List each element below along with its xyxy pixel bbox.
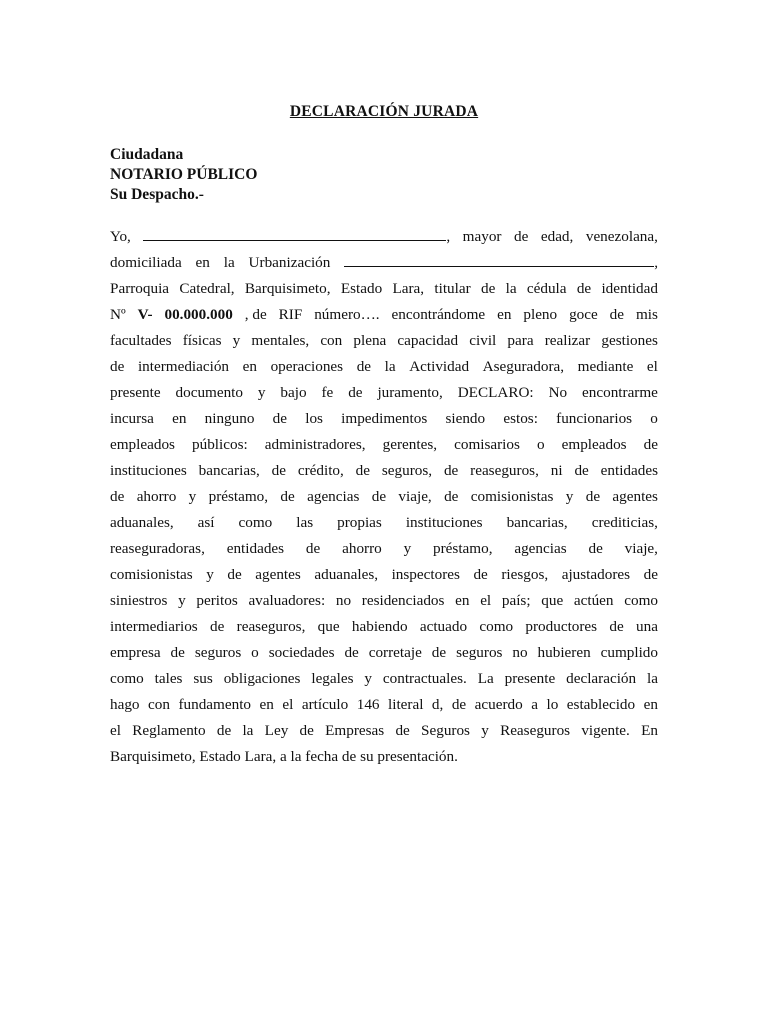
- body-word: seguros,: [381, 462, 433, 479]
- body-word: agentes: [612, 488, 658, 505]
- body-word: funcionarios: [556, 410, 633, 427]
- body-word: inspectores: [391, 566, 460, 583]
- body-word: con: [148, 696, 170, 713]
- name-comma: ,: [446, 228, 451, 245]
- body-word: y: [257, 384, 266, 401]
- cedula-number: 00.000.000: [164, 306, 233, 323]
- body-word: de: [480, 280, 496, 297]
- body-word: Empresas: [325, 722, 385, 739]
- body-word: civil: [469, 332, 497, 349]
- body-word: de: [110, 358, 125, 375]
- body-word: o: [650, 410, 658, 427]
- body-word: de: [588, 540, 603, 557]
- body-word: de: [355, 462, 371, 479]
- body-line-2: [110, 250, 658, 276]
- urbanizacion-comma: ,: [654, 254, 658, 271]
- body-word: y: [481, 722, 489, 739]
- body-word: la: [242, 722, 254, 739]
- body-word: en: [242, 358, 257, 375]
- body-word: RIF: [278, 306, 303, 323]
- body-word: Ley: [264, 722, 289, 739]
- body-word: d,: [431, 696, 444, 713]
- body-word: y: [565, 488, 574, 505]
- body-word: bancarias,: [506, 514, 568, 531]
- body-word: de: [576, 280, 592, 297]
- body-word: de: [609, 618, 624, 635]
- body-word: reaseguros,: [236, 618, 306, 635]
- body-word: Barquisimeto,: [244, 280, 331, 297]
- body-word: de: [299, 722, 314, 739]
- body-word: comisionistas: [110, 566, 193, 583]
- body-word: crediticias,: [591, 514, 658, 531]
- body-word: instituciones: [110, 462, 187, 479]
- body-word: de: [443, 462, 459, 479]
- body-line-4: [110, 302, 658, 328]
- body-word: incursa: [110, 410, 154, 427]
- name-blank-field[interactable]: [143, 225, 446, 241]
- body-word: identidad: [601, 280, 658, 297]
- body-word: impedimentos: [341, 410, 428, 427]
- body-word: físicas: [182, 332, 222, 349]
- body-word: préstamo,: [433, 540, 493, 557]
- body-word: empleados: [110, 436, 175, 453]
- body-line-12: [110, 510, 658, 536]
- body-word: la: [223, 254, 235, 271]
- document-title: DECLARACIÓN JURADA: [289, 103, 479, 120]
- body-word: estos:: [503, 410, 538, 427]
- body-word: goce: [569, 306, 598, 323]
- body-line-8: [110, 406, 658, 432]
- body-word: hago: [110, 696, 140, 713]
- body-line-21: Barquisimeto, Estado Lara, a la fecha de su presentación.: [110, 748, 458, 765]
- body-line-11: [110, 484, 658, 510]
- body-line-19: [110, 692, 658, 718]
- body-word: Seguros: [421, 722, 470, 739]
- body-word: como: [110, 670, 144, 687]
- body-word: DECLARO:: [457, 384, 534, 401]
- body-word: de: [272, 410, 287, 427]
- body-word: de: [609, 306, 625, 323]
- body-word: habiendo: [351, 618, 408, 635]
- body-line-20: [110, 718, 658, 744]
- body-word: plena: [353, 332, 387, 349]
- body-word: las: [296, 514, 314, 531]
- body-word: aduanales,: [110, 514, 174, 531]
- body-word: obligaciones: [223, 670, 301, 687]
- body-word: vigente.: [581, 722, 630, 739]
- body-word: préstamo,: [208, 488, 269, 505]
- body-word: ninguno: [204, 410, 255, 427]
- body-word: encontrándome: [391, 306, 486, 323]
- body-word: fundamento: [178, 696, 252, 713]
- yo-word: Yo,: [110, 228, 131, 245]
- addressee-line-1: Ciudadana: [110, 146, 184, 163]
- body-word: venezolana,: [585, 228, 658, 245]
- body-word: encontrarme: [582, 384, 658, 401]
- body-word: de: [444, 488, 459, 505]
- body-word: de: [395, 722, 410, 739]
- body-line-1: [110, 224, 658, 250]
- body-word: que: [541, 592, 564, 609]
- body-word: operaciones: [270, 358, 344, 375]
- body-word: ahorro: [136, 488, 177, 505]
- body-word: de: [431, 644, 447, 661]
- body-word: legales: [311, 670, 354, 687]
- urbanizacion-blank-field[interactable]: [344, 251, 654, 267]
- body-line-16: [110, 614, 658, 640]
- body-word: y: [403, 540, 412, 557]
- body-word: mayor: [462, 228, 502, 245]
- body-word: en: [259, 696, 274, 713]
- body-line-10: [110, 458, 658, 484]
- body-word: Aseguradora,: [482, 358, 565, 375]
- body-word: acuerdo: [474, 696, 523, 713]
- body-word: de: [643, 436, 658, 453]
- body-word: literal: [388, 696, 424, 713]
- body-word: pleno: [523, 306, 558, 323]
- body-word: lo: [546, 696, 559, 713]
- body-word: a: [531, 696, 538, 713]
- body-word: y: [188, 488, 197, 505]
- name-field-group: [143, 224, 450, 250]
- body-word: una: [636, 618, 658, 635]
- body-word: Parroquia: [110, 280, 170, 297]
- body-word: de: [348, 384, 363, 401]
- body-word: empresa: [110, 644, 161, 661]
- body-word: y: [232, 332, 241, 349]
- body-word: de: [216, 722, 232, 739]
- body-word: en: [195, 254, 210, 271]
- body-word: ni: [550, 462, 563, 479]
- body-word: viaje,: [624, 540, 658, 557]
- body-word: de: [170, 644, 185, 661]
- body-word: presente: [110, 384, 161, 401]
- body-word: los: [305, 410, 323, 427]
- body-word: de: [271, 462, 286, 479]
- body-word: que: [317, 618, 340, 635]
- body-line-13: [110, 536, 658, 562]
- body-word: ahorro: [342, 540, 382, 557]
- body-word: comisarios: [454, 436, 520, 453]
- body-word: actuado: [419, 618, 468, 635]
- body-word: realizar: [544, 332, 591, 349]
- body-word: presente: [504, 670, 556, 687]
- body-word: así: [197, 514, 215, 531]
- body-word: de: [514, 228, 529, 245]
- body-word: intermediación: [137, 358, 230, 375]
- body-word: 146: [356, 696, 380, 713]
- body-word: de: [643, 566, 658, 583]
- body-word: contractuales.: [382, 670, 467, 687]
- body-word: titular: [434, 280, 471, 297]
- body-word: documento: [175, 384, 243, 401]
- body-word: La: [477, 670, 494, 687]
- body-word: entidades: [226, 540, 285, 557]
- body-word: avaluadores:: [248, 592, 326, 609]
- body-word: reaseguradoras,: [110, 540, 205, 557]
- body-word: de: [473, 566, 488, 583]
- body-word: el: [282, 696, 294, 713]
- addressee-line-3: Su Despacho.-: [110, 186, 204, 203]
- body-word: y: [178, 592, 186, 609]
- body-word: peritos: [196, 592, 238, 609]
- body-word: reaseguros,: [470, 462, 539, 479]
- body-word: la: [647, 670, 658, 687]
- body-word: hubieren: [537, 644, 591, 661]
- body-word: actúen: [573, 592, 614, 609]
- urbanizacion-field-group: [344, 250, 658, 276]
- body-word: no: [512, 644, 528, 661]
- body-word: de: [574, 462, 589, 479]
- body-word: cédula: [526, 280, 567, 297]
- body-word: como: [624, 592, 658, 609]
- body-word: o: [251, 644, 259, 661]
- body-word: instituciones: [405, 514, 483, 531]
- body-word: establecido: [566, 696, 636, 713]
- body-word: de: [280, 488, 295, 505]
- body-word: En: [641, 722, 658, 739]
- body-word: como: [238, 514, 273, 531]
- body-word: Lara,: [392, 280, 425, 297]
- body-line-9: [110, 432, 658, 458]
- body-word: número….: [314, 306, 380, 323]
- body-word: de: [356, 358, 372, 375]
- body-word: residenciados: [361, 592, 445, 609]
- addressee-line-2: NOTARIO PÚBLICO: [110, 166, 258, 183]
- body-word: y: [364, 670, 372, 687]
- body-line-6: [110, 354, 658, 380]
- body-word: de: [110, 488, 125, 505]
- body-word: empleados: [561, 436, 627, 453]
- body-word: edad,: [540, 228, 574, 245]
- body-word: bajo: [280, 384, 307, 401]
- body-word: crédito,: [297, 462, 344, 479]
- body-word: en: [643, 696, 658, 713]
- body-word: capacidad: [397, 332, 459, 349]
- body-word: de: [585, 488, 601, 505]
- body-word: Catedral,: [179, 280, 235, 297]
- body-word: agencias: [514, 540, 567, 557]
- body-word: domiciliada: [110, 254, 182, 271]
- body-word: de: [371, 488, 387, 505]
- body-word: de: [210, 618, 225, 635]
- body-word: no: [335, 592, 352, 609]
- body-word: seguros: [456, 644, 503, 661]
- body-word: viaje,: [398, 488, 432, 505]
- declaration-body: [110, 224, 658, 770]
- body-word: públicos:: [192, 436, 248, 453]
- addressee-block: [110, 145, 257, 205]
- body-word: mentales,: [251, 332, 310, 349]
- body-word: mediante: [577, 358, 634, 375]
- body-word: y: [206, 566, 214, 583]
- body-word: , de: [244, 306, 267, 323]
- body-line-7: [110, 380, 658, 406]
- body-word: con: [320, 332, 343, 349]
- body-word: artículo: [301, 696, 349, 713]
- body-line-15: [110, 588, 658, 614]
- body-word: la: [384, 358, 396, 375]
- body-word: facultades: [110, 332, 172, 349]
- body-word: propias: [337, 514, 382, 531]
- body-word: de: [305, 540, 321, 557]
- body-word: bancarias,: [198, 462, 260, 479]
- body-word: de: [227, 566, 242, 583]
- body-word: entidades: [600, 462, 658, 479]
- body-word: fe: [321, 384, 334, 401]
- body-line-18: [110, 666, 658, 692]
- body-word: Reglamento: [132, 722, 206, 739]
- body-word: gerentes,: [382, 436, 438, 453]
- body-word: o: [536, 436, 545, 453]
- body-word: Actividad: [409, 358, 470, 375]
- body-line-5: [110, 328, 658, 354]
- body-word: el: [110, 722, 121, 739]
- body-word: administradores,: [264, 436, 366, 453]
- body-word: Urbanización: [248, 254, 331, 271]
- body-word: como: [479, 618, 514, 635]
- cedula-prefix: V-: [137, 306, 153, 323]
- body-word: seguros: [194, 644, 242, 661]
- body-word: siniestros: [110, 592, 168, 609]
- body-word: sociedades: [268, 644, 335, 661]
- body-word: comisionistas: [470, 488, 554, 505]
- body-word: No: [548, 384, 568, 401]
- body-word: corretaje: [368, 644, 422, 661]
- body-word: país;: [501, 592, 531, 609]
- body-word: en: [455, 592, 470, 609]
- body-word: declaración: [566, 670, 637, 687]
- body-word: productores: [525, 618, 598, 635]
- body-word: de: [344, 644, 359, 661]
- body-word: de: [451, 696, 467, 713]
- body-word: el: [480, 592, 492, 609]
- body-word: sus: [193, 670, 213, 687]
- body-word: riesgos,: [501, 566, 549, 583]
- body-word: ajustadores: [561, 566, 631, 583]
- body-word: el: [646, 358, 658, 375]
- body-word: agentes: [255, 566, 301, 583]
- body-word: aduanales,: [314, 566, 379, 583]
- body-word: en: [172, 410, 187, 427]
- body-word: intermediarios: [110, 618, 198, 635]
- body-word: juramento,: [377, 384, 443, 401]
- body-word: siendo: [445, 410, 486, 427]
- body-line-3: [110, 276, 658, 302]
- body-word: en: [497, 306, 512, 323]
- body-word: Reaseguros: [500, 722, 571, 739]
- body-word: Estado: [340, 280, 383, 297]
- body-word: agencias: [307, 488, 360, 505]
- body-line-17: [110, 640, 658, 666]
- body-word: tales: [154, 670, 183, 687]
- body-word: mis: [635, 306, 658, 323]
- body-word: para: [507, 332, 534, 349]
- body-word: la: [505, 280, 517, 297]
- body-word: cumplido: [600, 644, 658, 661]
- numero-label: Nº: [110, 306, 126, 323]
- body-word: gestiones: [601, 332, 658, 349]
- body-line-14: [110, 562, 658, 588]
